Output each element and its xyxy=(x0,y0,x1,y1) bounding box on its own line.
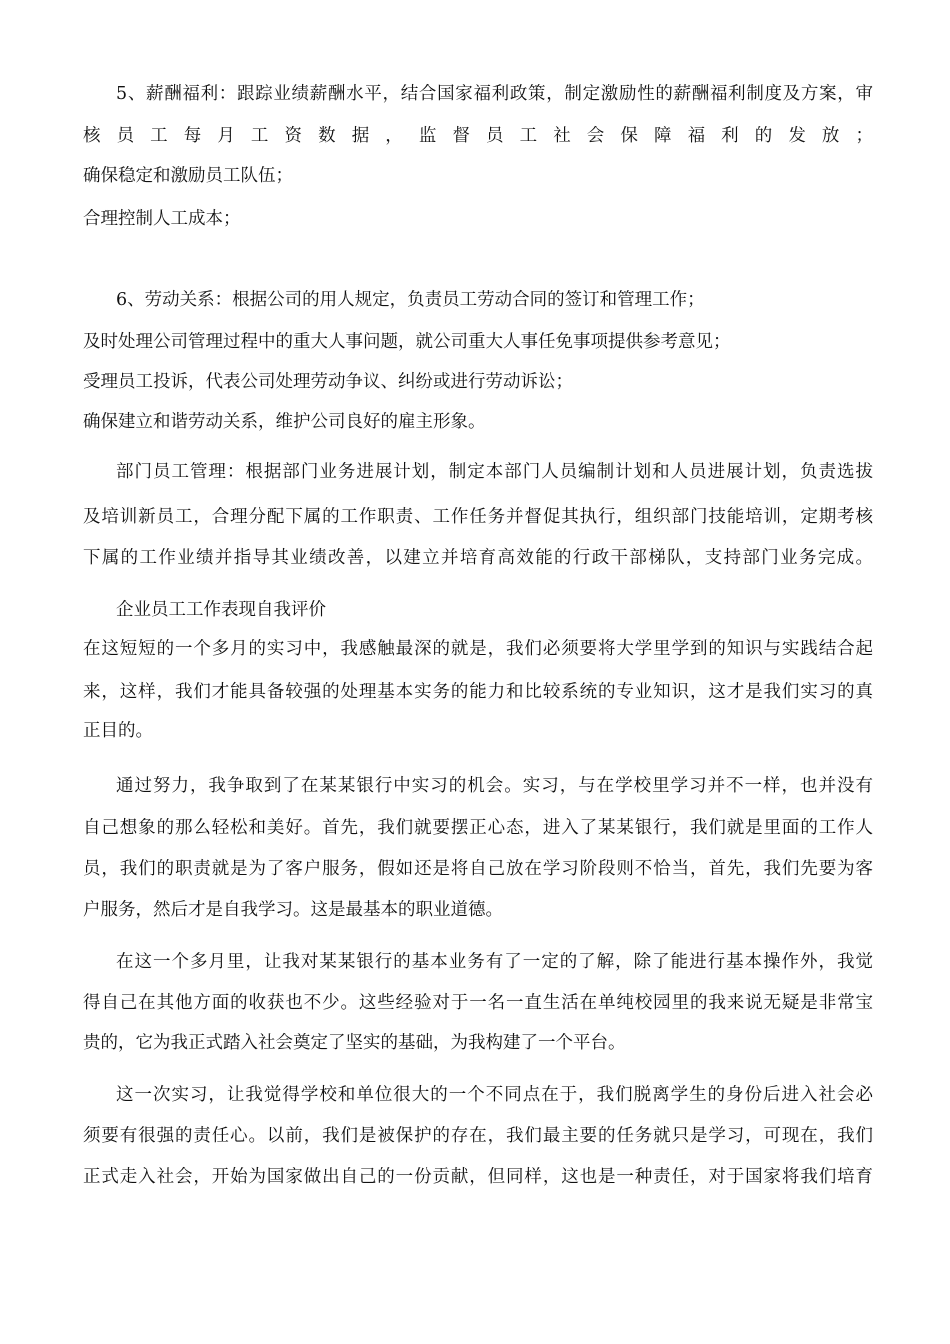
section6-line-3: 受理员工投诉，代表公司处理劳动争议、纠纷或进行劳动诉讼； xyxy=(83,372,573,392)
para2-line-4: 户服务，然后才是自我学习。这是最基本的职业道德。 xyxy=(83,900,503,920)
dept-line-3: 下属的工作业绩并指导其业绩改善，以建立并培育高效能的行政干部梯队，支持部门业务完成。 xyxy=(83,548,873,568)
intro-line-1: 在这短短的一个多月的实习中，我感触最深的就是，我们必须要将大学里学到的知识与实践结合起 xyxy=(83,639,873,659)
section5-line-2: 核员工每月工资数据，监督员工社会保障福利的发放； xyxy=(83,126,873,146)
para2-line-1: 通过努力，我争取到了在某某银行中实习的机会。实习，与在学校里学习并不一样，也并没有 xyxy=(116,776,873,796)
section6-line-2: 及时处理公司管理过程中的重大人事问题，就公司重大人事任免事项提供参考意见； xyxy=(83,332,731,352)
dept-line-1: 部门员工管理：根据部门业务进展计划，制定本部门人员编制计划和人员进展计划，负责选拔 xyxy=(116,462,873,482)
intro-line-2: 来，这样，我们才能具备较强的处理基本实务的能力和比较系统的专业知识，这才是我们实习的真 xyxy=(83,682,873,702)
para4-line-2: 须要有很强的责任心。以前，我们是被保护的存在，我们最主要的任务就只是学习，可现在，我们 xyxy=(83,1126,873,1146)
section6-line-4: 确保建立和谐劳动关系，维护公司良好的雇主形象。 xyxy=(83,412,486,432)
section5-line-1: 5、薪酬福利：跟踪业绩薪酬水平，结合国家福利政策，制定激励性的薪酬福利制度及方案，审 xyxy=(116,84,873,104)
para3-line-1: 在这一个多月里，让我对某某银行的基本业务有了一定的了解，除了能进行基本操作外，我觉 xyxy=(116,952,873,972)
para4-line-1: 这一次实习，让我觉得学校和单位很大的一个不同点在于，我们脱离学生的身份后进入社会必 xyxy=(116,1085,873,1105)
para2-line-2: 自己想象的那么轻松和美好。首先，我们就要摆正心态，进入了某某银行，我们就是里面的工作人 xyxy=(83,818,873,838)
para2-line-3: 员，我们的职责就是为了客户服务，假如还是将自己放在学习阶段则不恰当，首先，我们先要为客 xyxy=(83,859,873,879)
para3-line-3: 贵的，它为我正式踏入社会奠定了坚实的基础，为我构建了一个平台。 xyxy=(83,1033,626,1053)
section5-line-3: 确保稳定和激励员工队伍； xyxy=(83,166,293,186)
dept-line-2: 及培训新员工，合理分配下属的工作职责、工作任务并督促其执行，组织部门技能培训，定期考核 xyxy=(83,507,873,527)
section-heading: 企业员工工作表现自我评价 xyxy=(116,600,326,620)
section5-line-4: 合理控制人工成本； xyxy=(83,209,241,229)
para4-line-3: 正式走入社会，开始为国家做出自己的一份贡献，但同样，这也是一种责任，对于国家将我们培育 xyxy=(83,1167,873,1187)
para3-line-2: 得自己在其他方面的收获也不少。这些经验对于一名一直生活在单纯校园里的我来说无疑是非常宝 xyxy=(83,993,873,1013)
section6-line-1: 6、劳动关系：根据公司的用人规定，负责员工劳动合同的签订和管理工作； xyxy=(116,290,705,310)
intro-line-3: 正目的。 xyxy=(83,721,153,741)
